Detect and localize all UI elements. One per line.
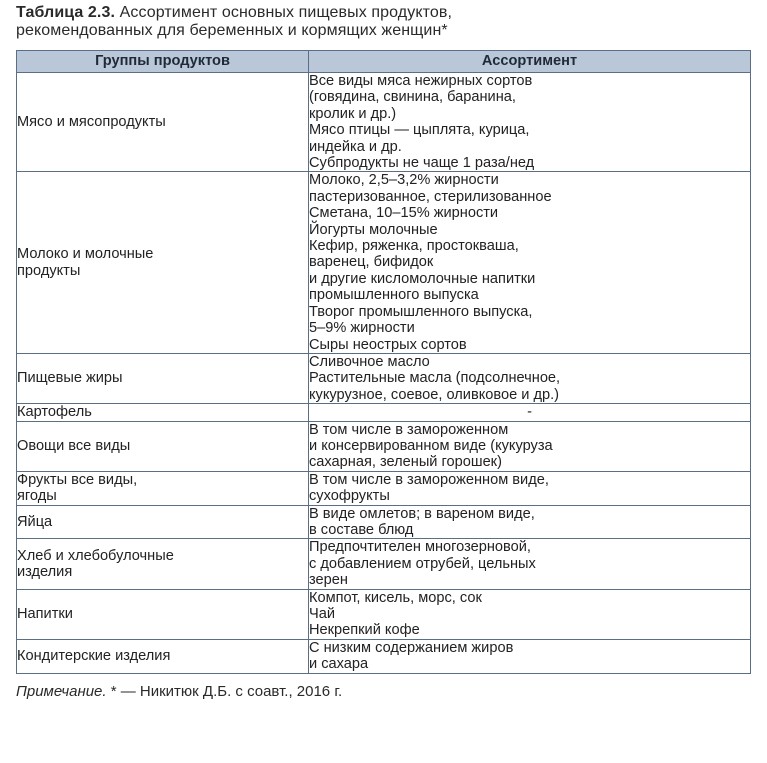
item-line: Все виды мяса нежирных сортов bbox=[309, 73, 533, 89]
footnote-text: * — Никитюк Д.Б. с соавт., 2016 г. bbox=[106, 682, 343, 700]
table-footnote bbox=[16, 683, 753, 701]
item-line: индейка и др. bbox=[309, 138, 402, 155]
row-group-cell: Яйца bbox=[17, 505, 309, 539]
item-line: В том числе в замороженном виде, bbox=[309, 471, 549, 488]
group-line: Молоко и молочные bbox=[17, 246, 154, 263]
table-body bbox=[17, 73, 751, 674]
item-line: Кефир, ряженка, простокваша, bbox=[309, 238, 519, 255]
item-line: Йогурты молочные bbox=[309, 221, 438, 238]
row-group-cell: Овощи все виды bbox=[17, 421, 309, 471]
row-group-cell: Напитки bbox=[17, 589, 309, 639]
table-row bbox=[17, 73, 751, 172]
item-line: 5–9% жирности bbox=[309, 320, 415, 337]
header-groups: Группы продуктов bbox=[17, 51, 309, 73]
table-row bbox=[17, 589, 751, 639]
item-line: (говядина, свинина, баранина, bbox=[309, 89, 516, 106]
row-items-cell bbox=[309, 505, 751, 539]
table-row bbox=[17, 353, 751, 403]
caption-line-1 bbox=[16, 4, 753, 22]
item-line: С низким содержанием жиров bbox=[309, 639, 514, 656]
caption-line-2: рекомендованных для беременных и кормящих женщин* bbox=[16, 22, 448, 39]
row-items-cell bbox=[309, 589, 751, 639]
item-line: сахарная, зеленый горошек) bbox=[309, 454, 502, 471]
table-row bbox=[17, 471, 751, 505]
item-line: кукурузное, соевое, оливковое и др.) bbox=[309, 386, 560, 403]
row-items-cell bbox=[309, 172, 751, 353]
food-assortment-table bbox=[16, 50, 751, 674]
item-line: в составе блюд bbox=[309, 521, 414, 538]
item-line: В виде омлетов; в вареном виде, bbox=[309, 505, 535, 522]
row-group-cell: Пищевые жиры bbox=[17, 353, 309, 403]
item-line: Творог промышленного выпуска, bbox=[309, 303, 533, 320]
table-header bbox=[17, 51, 751, 73]
caption-text-1: Ассортимент основных пищевых продуктов, bbox=[119, 4, 453, 21]
row-items-cell bbox=[309, 73, 751, 172]
row-group-cell: Картофель bbox=[17, 404, 309, 421]
item-line: Компот, кисель, морс, сок bbox=[309, 589, 482, 606]
footnote-label: Примечание. bbox=[16, 682, 107, 700]
row-group-cell bbox=[17, 539, 309, 589]
group-line: Фрукты все виды, bbox=[17, 471, 138, 488]
item-line: пастеризованное, стерилизованное bbox=[309, 188, 552, 205]
table-row bbox=[17, 404, 751, 421]
header-assortment: Ассортимент bbox=[309, 51, 751, 73]
row-items-cell bbox=[309, 421, 751, 471]
item-line: и другие кисломолочные напитки bbox=[309, 270, 536, 287]
table-row bbox=[17, 505, 751, 539]
item-line: Растительные масла (подсолнечное, bbox=[309, 370, 561, 387]
item-line: зерен bbox=[309, 572, 348, 589]
row-items-cell bbox=[309, 639, 751, 673]
group-line: продукты bbox=[17, 262, 81, 279]
row-items-cell bbox=[309, 471, 751, 505]
group-line: изделия bbox=[17, 563, 73, 580]
item-line: Некрепкий кофе bbox=[309, 622, 420, 639]
table-row bbox=[17, 172, 751, 353]
item-line: сухофрукты bbox=[309, 488, 390, 505]
item-line: Сыры неострых сортов bbox=[309, 336, 467, 353]
item-dash: - bbox=[527, 404, 532, 421]
row-group-cell bbox=[17, 471, 309, 505]
item-line: и консервированном виде (кукуруза bbox=[309, 437, 553, 454]
item-line: Сметана, 10–15% жирности bbox=[309, 205, 499, 222]
item-line: варенец, бифидок bbox=[309, 254, 434, 271]
row-items-cell bbox=[309, 353, 751, 403]
item-line: Мясо птицы — цыплята, курица, bbox=[309, 122, 530, 139]
item-line: Предпочтителен многозерновой, bbox=[309, 539, 531, 556]
row-items-cell bbox=[309, 404, 751, 421]
table-row bbox=[17, 639, 751, 673]
group-line: ягоды bbox=[17, 488, 57, 505]
item-line: промышленного выпуска bbox=[309, 287, 479, 304]
row-group-cell: Кондитерские изделия bbox=[17, 639, 309, 673]
table-caption bbox=[16, 4, 753, 40]
caption-label: Таблица 2.3. bbox=[16, 4, 116, 21]
row-group-cell: Мясо и мясопродукты bbox=[17, 73, 309, 172]
item-line: кролик и др.) bbox=[309, 105, 397, 122]
header-row bbox=[17, 51, 751, 73]
row-items-cell bbox=[309, 539, 751, 589]
item-line: Чай bbox=[309, 606, 335, 622]
item-line: Сливочное масло bbox=[309, 353, 430, 370]
row-group-cell bbox=[17, 172, 309, 353]
table-row bbox=[17, 539, 751, 589]
table-row bbox=[17, 421, 751, 471]
item-line: с добавлением отрубей, цельных bbox=[309, 555, 536, 572]
item-line: Субпродукты не чаще 1 раза/нед bbox=[309, 155, 535, 172]
item-line: Молоко, 2,5–3,2% жирности bbox=[309, 172, 499, 189]
group-line: Хлеб и хлебобулочные bbox=[17, 547, 174, 564]
item-line: и сахара bbox=[309, 656, 369, 673]
item-line: В том числе в замороженном bbox=[309, 421, 509, 438]
